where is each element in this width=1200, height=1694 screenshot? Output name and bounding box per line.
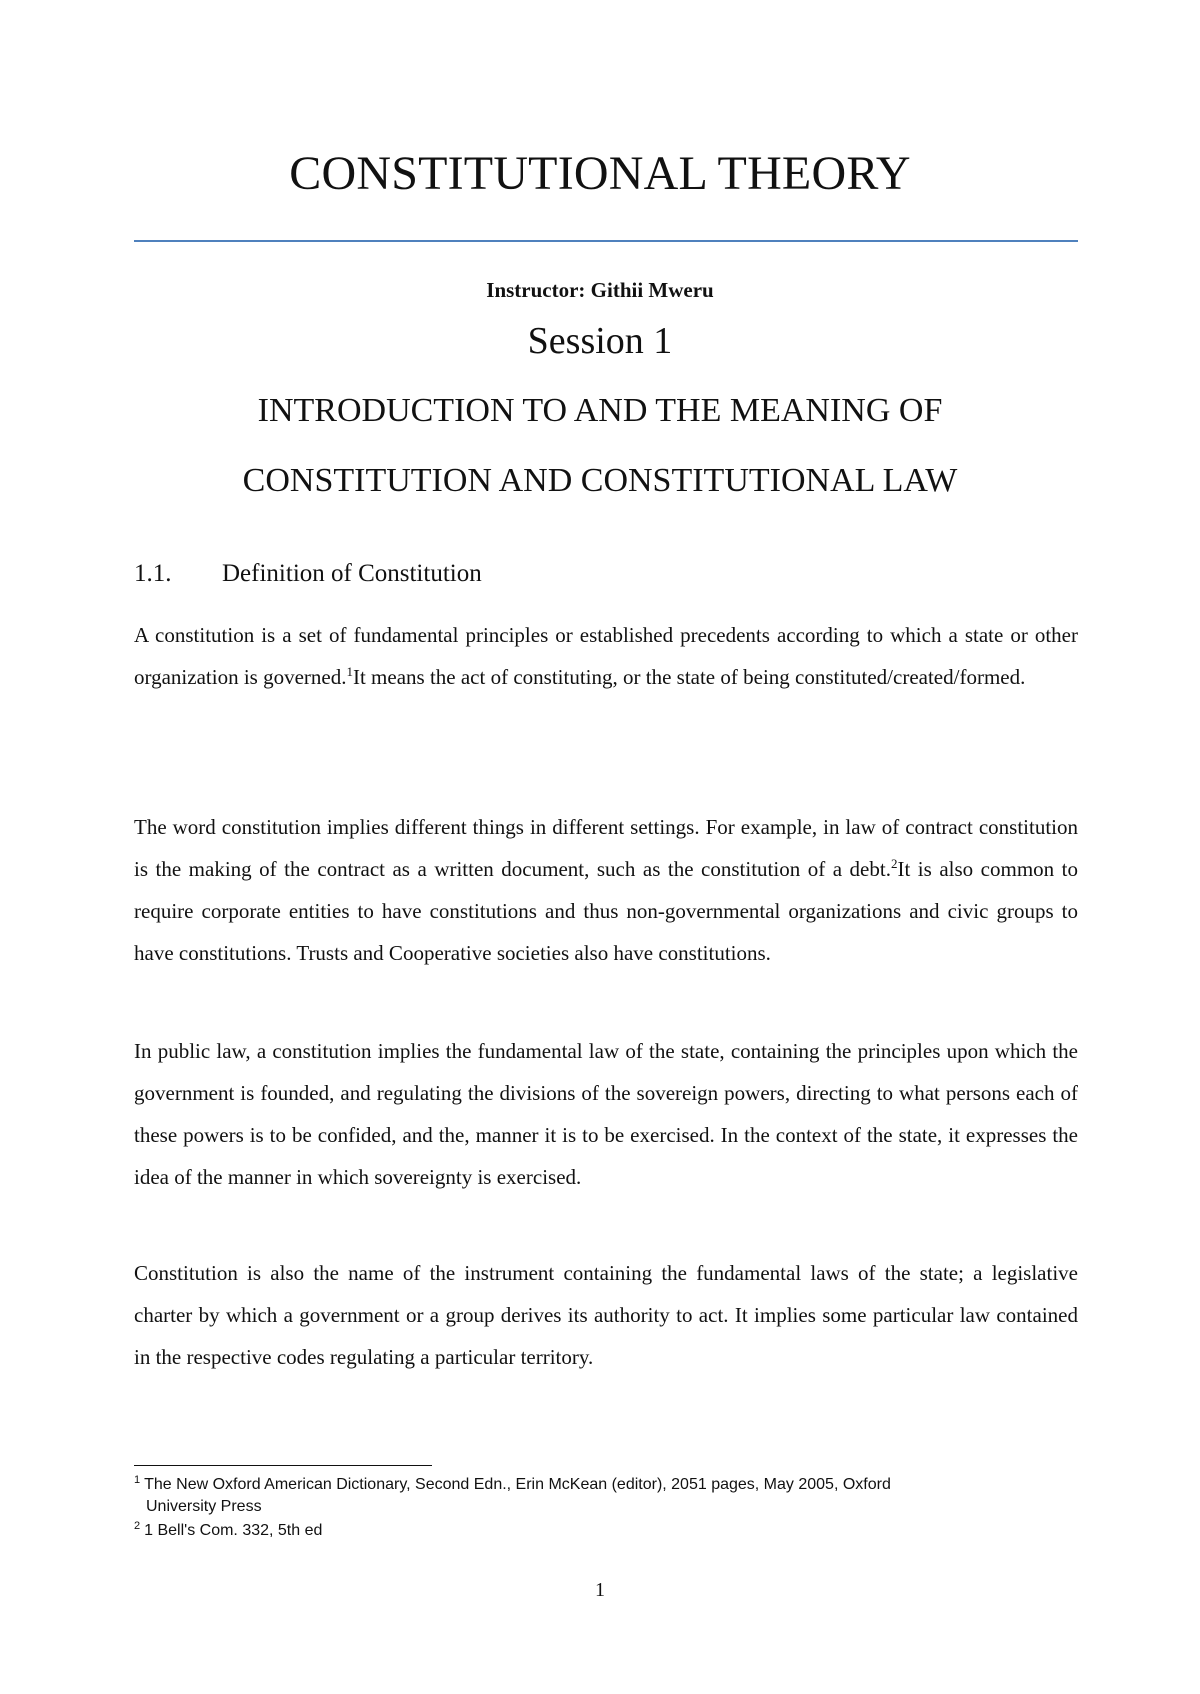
footnote-separator: [134, 1465, 432, 1466]
paragraph-text: It means the act of constituting, or the state of being constituted/created/formed.: [352, 665, 1026, 689]
document-title: CONSTITUTIONAL THEORY: [289, 147, 911, 200]
chapter-title-line-1: INTRODUCTION TO AND THE MEANING OF: [257, 392, 943, 429]
section-number: 1.1.: [134, 560, 172, 587]
footnote-mark: 1: [134, 1473, 141, 1486]
paragraph-definition: [134, 614, 1078, 698]
footnote-mark: 2: [134, 1519, 141, 1532]
footnote-reference-1[interactable]: 1: [346, 664, 353, 679]
chapter-title-line-2: CONSTITUTION AND CONSTITUTIONAL LAW: [242, 462, 958, 499]
paragraph-text: A constitution is a set of fundamental principles or established precedents according to which a state or other organization is governed.: [134, 623, 1078, 689]
page-number: 1: [595, 1579, 605, 1601]
instructor-line: Instructor: Githii Mweru: [486, 278, 714, 302]
footnote-text: The New Oxford American Dictionary, Second Edn., Erin McKean (editor), 2051 pages, May 2005, Oxford: [144, 1476, 891, 1493]
section-heading: [134, 558, 482, 590]
footnote-1: [134, 1474, 1078, 1518]
footnote-2: [134, 1520, 1078, 1542]
footnote-text-continued: University Press: [146, 1498, 262, 1515]
session-heading: Session 1: [527, 320, 673, 362]
paragraph-instrument: Constitution is also the name of the instrument containing the fundamental laws of the state; a legislative charter by which a government or a group derives its authority to act. It implies some particular law contained in the respective codes regulating a particular territory.: [134, 1261, 1078, 1369]
section-title: Definition of Constitution: [222, 560, 482, 587]
paragraph-public-law: In public law, a constitution implies the fundamental law of the state, containing the principles upon which the government is founded, and regulating the divisions of the sovereign powers, directing to what persons each of these powers is to be confided, and the, manner it is to be exercised. In the context of the state, it expresses the idea of the manner in which sovereignty is exercised.: [134, 1039, 1078, 1189]
paragraph-settings: [134, 806, 1078, 974]
paragraph-text: It is also common to require corporate entities to have constitutions and thus non-governmental organizations and civic groups to have constitutions. Trusts and Cooperative societies also have constitutions.: [134, 857, 1078, 965]
footnote-reference-2[interactable]: 2: [890, 856, 898, 871]
title-underline-rule: [134, 240, 1078, 242]
paragraph-text: The word constitution implies different things in different settings. For example, in law of contract constitution is the making of the contract as a written document, such as the constitution of a debt.: [134, 815, 1078, 881]
footnote-text: 1 Bell's Com. 332, 5th ed: [144, 1522, 323, 1539]
